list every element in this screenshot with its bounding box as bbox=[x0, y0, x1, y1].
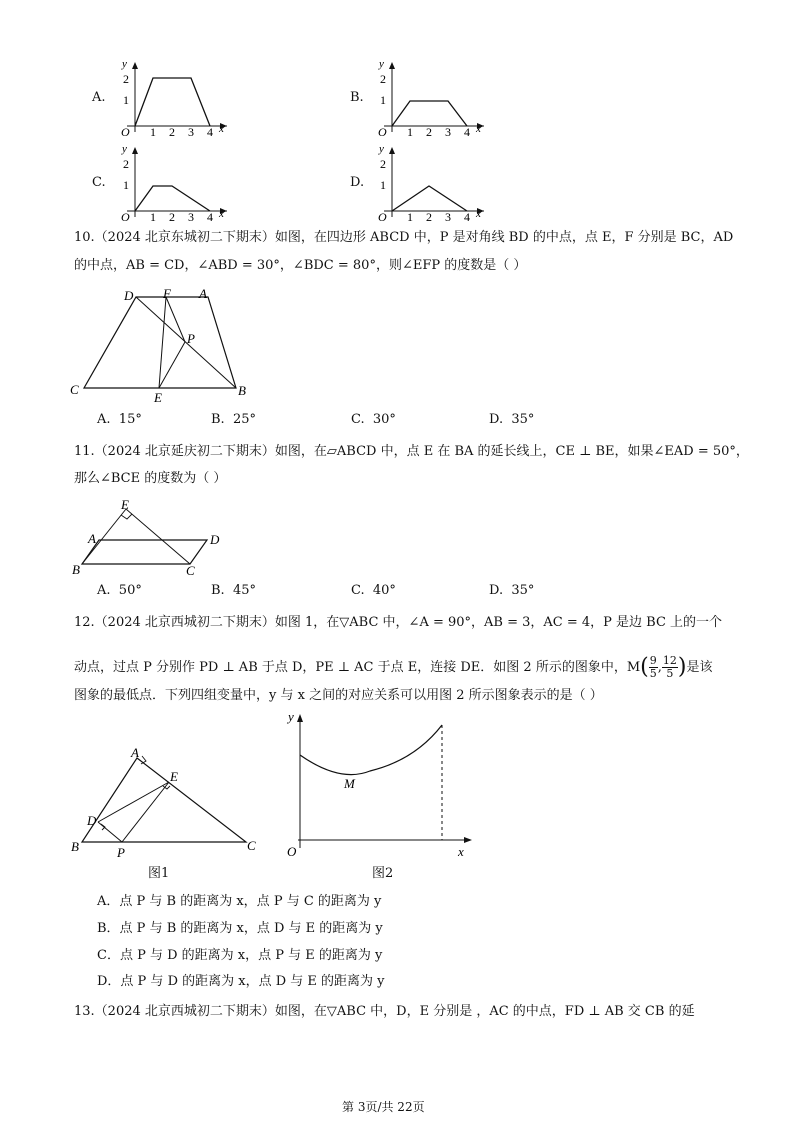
q11-options bbox=[0, 581, 794, 603]
svg-text:x: x bbox=[476, 123, 481, 135]
svg-text:P: P bbox=[187, 331, 195, 346]
svg-text:O: O bbox=[121, 125, 130, 136]
q10-option-a[interactable]: A. 15° bbox=[97, 412, 142, 427]
svg-text:1: 1 bbox=[380, 178, 386, 192]
svg-text:E: E bbox=[154, 390, 162, 405]
svg-text:C: C bbox=[70, 382, 79, 397]
svg-text:E: E bbox=[170, 769, 178, 784]
svg-text:M: M bbox=[344, 776, 355, 791]
svg-text:C: C bbox=[247, 838, 256, 853]
q12-frac-x: $\frac{9}{5}$ bbox=[649, 654, 657, 680]
q12-figure-2-caption: 图2 bbox=[372, 866, 394, 881]
q11-option-d[interactable]: D. 35° bbox=[489, 583, 535, 598]
svg-text:E: E bbox=[121, 497, 129, 512]
svg-text:2: 2 bbox=[426, 210, 432, 221]
svg-text:3: 3 bbox=[188, 125, 194, 136]
svg-text:O: O bbox=[378, 210, 387, 221]
svg-text:x: x bbox=[458, 844, 464, 859]
q12-figure-2 bbox=[280, 708, 480, 863]
svg-text:4: 4 bbox=[464, 125, 470, 136]
svg-text:2: 2 bbox=[169, 125, 175, 136]
q10-option-c[interactable]: C. 30° bbox=[351, 412, 396, 427]
svg-text:1: 1 bbox=[150, 210, 156, 221]
q11-option-c[interactable]: C. 40° bbox=[351, 583, 396, 598]
svg-text:2: 2 bbox=[426, 125, 432, 136]
q11-option-a[interactable]: A. 50° bbox=[97, 583, 142, 598]
svg-text:1: 1 bbox=[123, 178, 129, 192]
svg-text:4: 4 bbox=[464, 210, 470, 221]
q9-graph-b bbox=[370, 58, 490, 136]
svg-text:F: F bbox=[163, 286, 171, 301]
q10-figure bbox=[66, 283, 266, 408]
q11-option-b[interactable]: B. 45° bbox=[211, 583, 256, 598]
q12-option-c[interactable]: C．点 P 与 D 的距离为 x，点 P 与 E 的距离为 y bbox=[97, 948, 383, 963]
svg-text:3: 3 bbox=[445, 125, 451, 136]
q9-graph-c bbox=[113, 143, 233, 221]
svg-text:1: 1 bbox=[407, 125, 413, 136]
svg-text:D: D bbox=[87, 813, 97, 828]
svg-text:O: O bbox=[121, 210, 130, 221]
q10-stem-line1: 10.（2024 北京东城初二下期末）如图，在四边形 ABCD 中，P 是对角线 BD 的中点，点 E，F 分别是 BC，AD bbox=[74, 230, 734, 245]
svg-text:D: D bbox=[210, 532, 220, 547]
svg-text:y: y bbox=[122, 58, 127, 70]
q10-option-d[interactable]: D. 35° bbox=[489, 412, 535, 427]
q9-graph-a bbox=[113, 58, 233, 136]
svg-text:A: A bbox=[131, 745, 139, 760]
q9-option-b-label: B. bbox=[350, 90, 364, 105]
q12-stem-line2: 动点，过点 P 分别作 PD ⊥ AB 于点 D，PE ⊥ AC 于点 E，连接 DE．如图 2 所示的图象中，M( $\frac{9}{5}$ , $\frac{12}{5}$ )是该 bbox=[74, 654, 713, 680]
q13-stem-line1: 13.（2024 北京西城初二下期末）如图，在▽ABC 中，D，E 分别是 ，AC 的中点，FD ⊥ AB 交 CB 的延 bbox=[74, 1004, 695, 1019]
svg-text:B: B bbox=[71, 839, 79, 854]
svg-text:P: P bbox=[117, 845, 125, 860]
svg-text:3: 3 bbox=[445, 210, 451, 221]
q12-option-a[interactable]: A．点 P 与 B 的距离为 x，点 P 与 C 的距离为 y bbox=[97, 894, 382, 909]
page-number: 第 3页/共 22页 bbox=[342, 1100, 425, 1114]
q12-stem-line3: 图象的最低点．下列四组变量中，y 与 x 之间的对应关系可以用图 2 所示图象表示的是（ ） bbox=[74, 688, 603, 703]
q9-options bbox=[0, 0, 794, 225]
svg-text:A: A bbox=[199, 286, 207, 301]
svg-text:1: 1 bbox=[123, 93, 129, 107]
svg-text:2: 2 bbox=[380, 72, 386, 86]
svg-text:A: A bbox=[88, 531, 96, 546]
svg-text:1: 1 bbox=[407, 210, 413, 221]
q9-option-d-label: D. bbox=[350, 175, 365, 190]
svg-text:2: 2 bbox=[169, 210, 175, 221]
svg-text:2: 2 bbox=[380, 157, 386, 171]
q12-option-b[interactable]: B．点 P 与 B 的距离为 x，点 D 与 E 的距离为 y bbox=[97, 921, 383, 936]
svg-text:B: B bbox=[72, 562, 80, 577]
svg-text:1: 1 bbox=[380, 93, 386, 107]
svg-text:B: B bbox=[238, 383, 246, 398]
svg-text:3: 3 bbox=[188, 210, 194, 221]
svg-text:x: x bbox=[219, 208, 224, 220]
svg-text:x: x bbox=[476, 208, 481, 220]
svg-text:2: 2 bbox=[123, 72, 129, 86]
q10-stem-line2: 的中点，AB = CD，∠ABD = 30°，∠BDC = 80°，则∠EFP 的度数是（ ） bbox=[74, 258, 527, 273]
svg-text:x: x bbox=[219, 123, 224, 135]
svg-text:y: y bbox=[122, 143, 127, 155]
svg-text:2: 2 bbox=[123, 157, 129, 171]
q12-stem-line1: 12.（2024 北京西城初二下期末）如图 1，在▽ABC 中，∠A = 90°，AB = 3，AC = 4，P 是边 BC 上的一个 bbox=[74, 615, 723, 630]
svg-text:y: y bbox=[379, 58, 384, 70]
q11-stem-line2: 那么∠BCE 的度数为（ ） bbox=[74, 471, 227, 486]
q12-option-d[interactable]: D．点 P 与 D 的距离为 x，点 D 与 E 的距离为 y bbox=[97, 974, 385, 989]
q9-graph-d bbox=[370, 143, 490, 221]
svg-text:y: y bbox=[288, 709, 294, 724]
svg-text:O: O bbox=[378, 125, 387, 136]
svg-text:4: 4 bbox=[207, 125, 213, 136]
q10-options bbox=[0, 410, 794, 432]
q11-figure bbox=[70, 495, 230, 580]
svg-text:1: 1 bbox=[150, 125, 156, 136]
svg-text:y: y bbox=[379, 143, 384, 155]
q9-option-c-label: C. bbox=[92, 175, 106, 190]
q10-option-b[interactable]: B. 25° bbox=[211, 412, 256, 427]
svg-text:O: O bbox=[287, 844, 297, 859]
svg-text:D: D bbox=[124, 288, 134, 303]
q9-option-a-label: A. bbox=[92, 90, 106, 105]
q11-stem-line1: 11.（2024 北京延庆初二下期末）如图，在▱ABCD 中，点 E 在 BA 的延长线上，CE ⊥ BE，如果∠EAD = 50°， bbox=[74, 444, 749, 459]
q12-frac-y: $\frac{12}{5}$ bbox=[662, 654, 677, 680]
svg-text:4: 4 bbox=[207, 210, 213, 221]
q12-figure-1 bbox=[68, 740, 268, 860]
q12-figure-1-caption: 图1 bbox=[148, 866, 170, 881]
svg-text:C: C bbox=[186, 563, 195, 578]
